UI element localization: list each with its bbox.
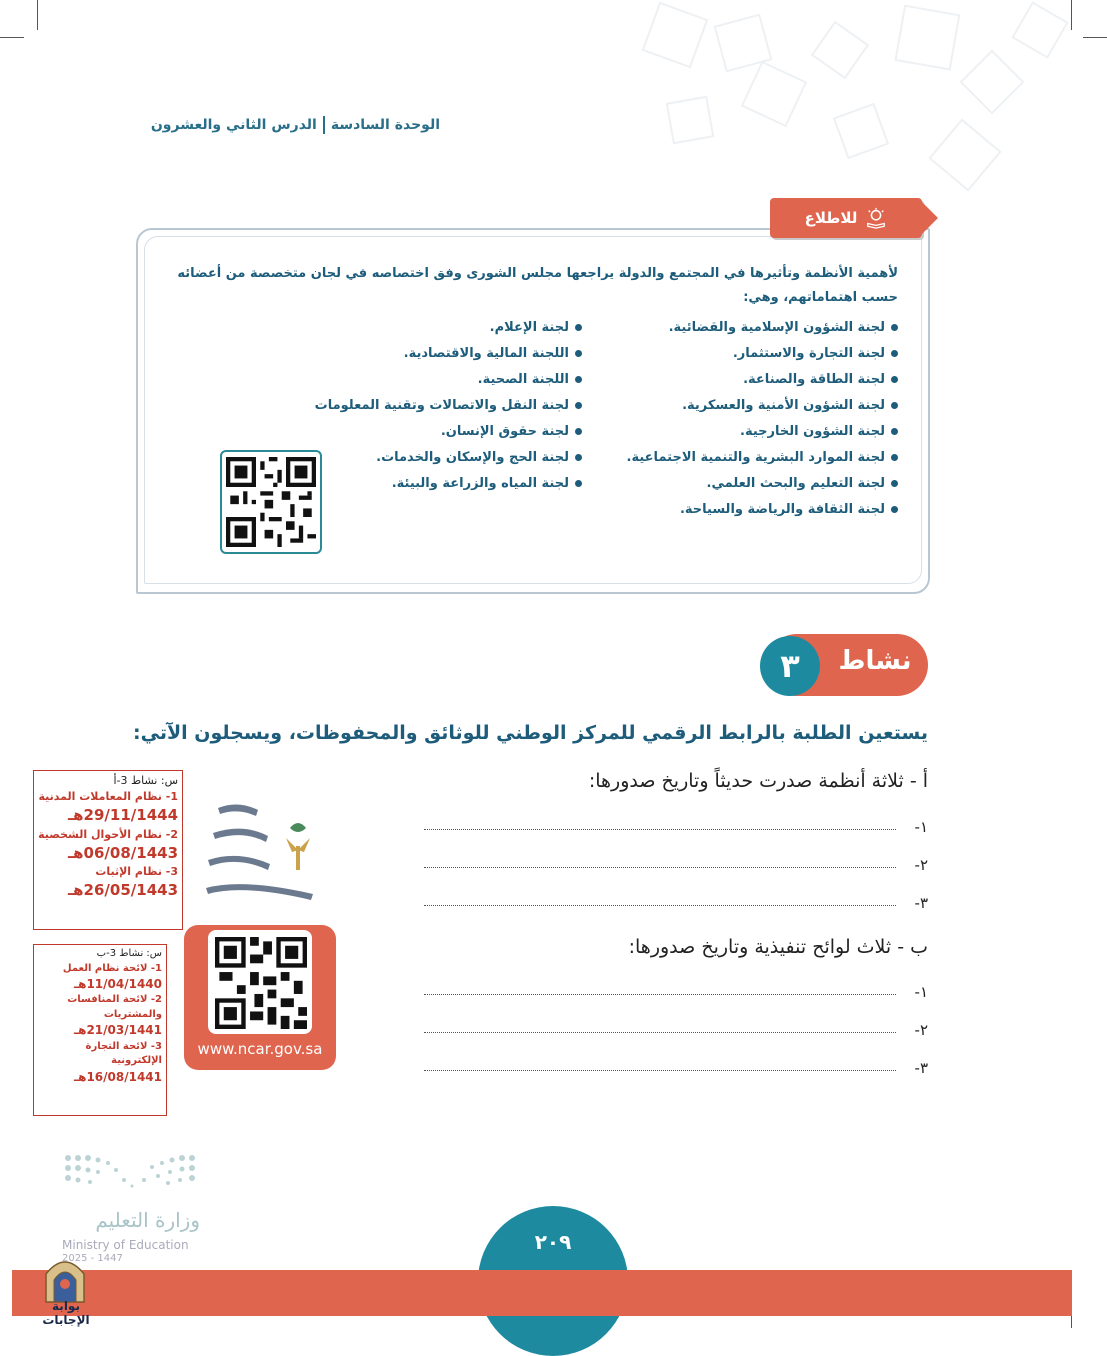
list-item: لجنة الطاقة والصناعة. — [596, 367, 898, 393]
page-number: ٢٠٩ — [534, 1230, 572, 1254]
line-number: -٣ — [914, 894, 928, 912]
list-item: لجنة النقل والاتصالات وتقنية المعلومات — [290, 393, 582, 419]
bottom-band — [12, 1270, 1072, 1316]
list-item: لجنة الشؤون الإسلامية والقضائية. — [596, 315, 898, 341]
question-b-title: ب - ثلاث لوائح تنفيذية وتاريخ صدورها: — [628, 936, 928, 958]
answer-date: 06/08/1443هـ — [68, 843, 178, 862]
answer-line-a2[interactable] — [424, 850, 928, 874]
bullet-icon — [575, 480, 582, 487]
list-item: لجنة الثقافة والرياضة والسياحة. — [596, 497, 898, 523]
bullet-icon — [891, 376, 898, 383]
bullet-icon — [575, 350, 582, 357]
header-divider — [323, 116, 325, 134]
bullet-icon — [575, 376, 582, 383]
line-number: -١ — [914, 818, 928, 836]
list-item: لجنة المياه والزراعة والبيئة. — [290, 471, 582, 497]
list-item: اللجنة المالية والاقتصادية. — [290, 341, 582, 367]
answer-date: 11/04/1440هـ — [74, 977, 162, 991]
qr-code-committees[interactable] — [220, 450, 322, 554]
activity-instruction: يستعين الطلبة بالرابط الرقمي للمركز الوطني للوثائق والمحفوظات، ويسجلون الآتي: — [133, 722, 928, 744]
answer-line-b2[interactable] — [424, 1015, 928, 1039]
line-number: -٢ — [914, 856, 928, 874]
list-item: لجنة التعليم والبحث العلمي. — [596, 471, 898, 497]
ribbon-tail — [922, 202, 938, 234]
dotted-line — [424, 867, 896, 868]
qr-code-icon — [215, 937, 307, 1029]
answer-date: 26/05/1443هـ — [68, 881, 178, 900]
info-intro-text: لأهمية الأنظمة وتأثيرها في المجتمع والدولة يراجعها مجلس الشورى وفق اختصاصه في لجان متخصصة من أعضائه حسب اهتماماتهم، وهي: — [177, 266, 898, 305]
watermark-text: بوابة الإجابات — [42, 1299, 90, 1327]
answer-item: 1- نظام المعاملات المدنية — [38, 789, 178, 803]
committees-list-left — [290, 315, 582, 497]
ncar-url-link[interactable]: www.ncar.gov.sa — [197, 1040, 323, 1058]
answer-date: 21/03/1441هـ — [74, 1023, 162, 1038]
qr-code-ncar[interactable] — [208, 930, 312, 1034]
list-item: لجنة الشؤون الأمنية والعسكرية. — [596, 393, 898, 419]
page-header — [130, 116, 440, 134]
lightbulb-book-icon — [865, 207, 887, 229]
answer-item: 3- لائحة التجارة الإلكترونية — [85, 1040, 162, 1067]
answer-date: 29/11/1444هـ — [68, 805, 178, 824]
crop-mark — [37, 0, 38, 30]
bullet-icon — [891, 454, 898, 461]
list-item: لجنة الإعلام. — [290, 315, 582, 341]
list-item: لجنة الشؤون الخارجية. — [596, 419, 898, 445]
committees-list-right — [596, 315, 898, 523]
ministry-name-ar: وزارة التعليم — [95, 1208, 200, 1232]
answer-item: 2- نظام الأحوال الشخصية — [38, 827, 178, 841]
bullet-icon — [575, 402, 582, 409]
ncar-logo — [198, 798, 323, 913]
list-item: لجنة الموارد البشرية والتنمية الاجتماعية. — [596, 445, 898, 471]
list-item: اللجنة الصحية. — [290, 367, 582, 393]
line-number: -٢ — [914, 1021, 928, 1039]
question-a-title: أ - ثلاثة أنظمة صدرت حديثاً وتاريخ صدورها: — [588, 770, 928, 792]
answer-line-b1[interactable] — [424, 977, 928, 1001]
lesson-title: الدرس الثاني والعشرون — [150, 117, 317, 133]
bullet-icon — [891, 324, 898, 331]
ministry-year: 2025 - 1447 — [62, 1253, 123, 1264]
line-number: -٣ — [914, 1059, 928, 1077]
dotted-line — [424, 994, 896, 995]
info-ribbon — [770, 198, 922, 238]
answer-line-b3[interactable] — [424, 1053, 928, 1077]
line-number: -١ — [914, 983, 928, 1001]
bullet-icon — [891, 480, 898, 487]
ncar-logo-icon — [198, 798, 323, 913]
bullet-icon — [575, 324, 582, 331]
bullet-icon — [891, 428, 898, 435]
answer-item: 1- لائحة نظام العمل — [62, 962, 162, 974]
qr-code-icon — [226, 456, 316, 548]
activity-number-badge: ٣ — [760, 636, 820, 696]
answer-box-b — [33, 944, 167, 1116]
answer-item: 3- نظام الإثبات — [95, 865, 178, 879]
answer-head: س: نشاط 3-ب — [96, 948, 162, 959]
answer-head: س: نشاط 3-أ — [113, 774, 178, 787]
dotted-line — [424, 1032, 896, 1033]
crop-mark — [0, 37, 24, 38]
list-item: لجنة حقوق الإنسان. — [290, 419, 582, 445]
info-ribbon-label: للاطلاع — [804, 209, 858, 227]
bullet-icon — [891, 350, 898, 357]
answer-box-a — [33, 770, 183, 930]
answer-item: 2- لائحة المنافسات والمشتريات — [67, 994, 162, 1020]
mosque-gate-icon — [42, 1254, 88, 1304]
bullet-icon — [891, 506, 898, 513]
unit-title: الوحدة السادسة — [330, 117, 440, 133]
answer-line-a3[interactable] — [424, 888, 928, 912]
ministry-name-en: Ministry of Education — [62, 1238, 189, 1252]
dotted-line — [424, 829, 896, 830]
list-item: لجنة التجارة والاستثمار. — [596, 341, 898, 367]
dotted-line — [424, 905, 896, 906]
answer-line-a1[interactable] — [424, 812, 928, 836]
activity-label: نشاط — [838, 646, 912, 676]
dotted-line — [424, 1070, 896, 1071]
list-item: لجنة الحج والإسكان والخدمات. — [290, 445, 582, 471]
bullet-icon — [891, 402, 898, 409]
bullet-icon — [575, 428, 582, 435]
decorative-pattern — [640, 0, 1107, 200]
ministry-logo-icon — [60, 1150, 200, 1200]
bullet-icon — [575, 454, 582, 461]
answer-date: 16/08/1441هـ — [74, 1069, 162, 1084]
